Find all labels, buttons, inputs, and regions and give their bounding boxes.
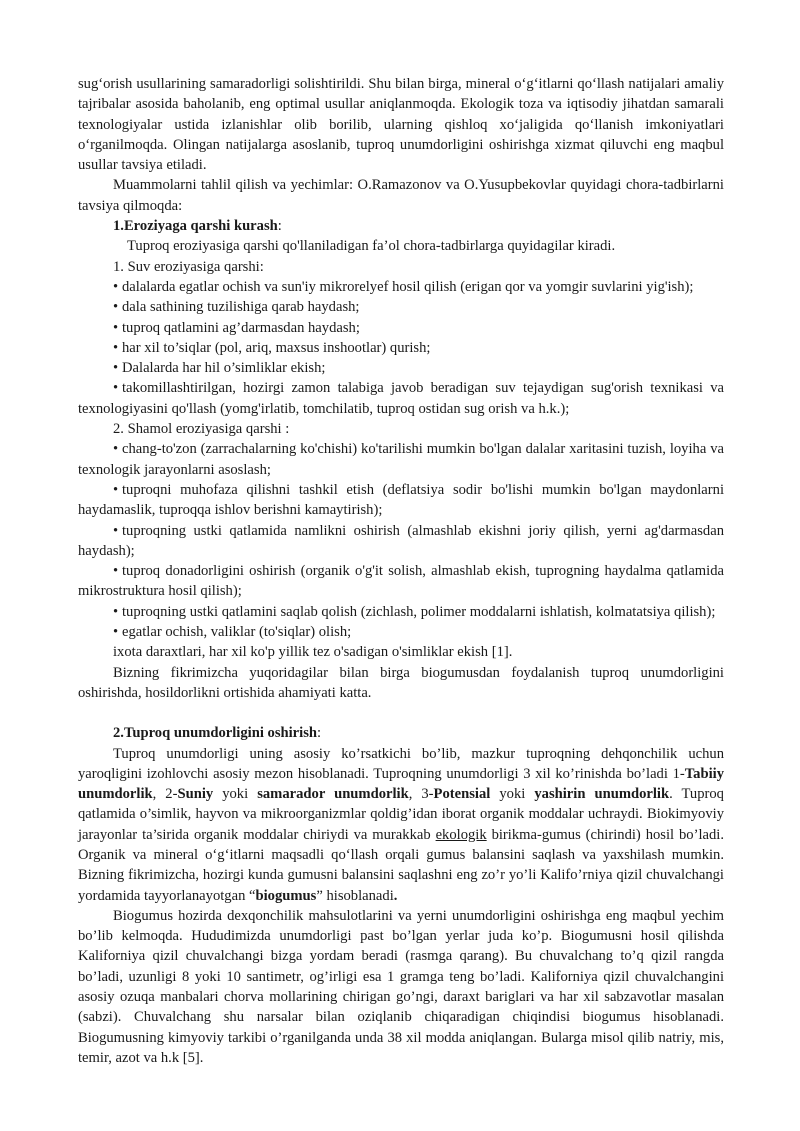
list-item: • har xil to’siqlar (pol, ariq, maxsus inshootlar) qurish; — [78, 338, 724, 358]
intro-paragraph: sug‘orish usullarining samaradorligi solishtirildi. Shu bilan birga, mineral o‘g‘itlarni qo‘llash natijalari amaliy tajribalar asosida baholanib, eng optimal usullar aniqlanmoqda. Ekologik toza va iqtisodiy jihatdan samarali texnologiyalar ustida izlanishlar olib borilib, ularning qishloq xo‘jaligida qo‘llanish imkoniyatlari o‘rganilmoqda. Olingan natijalarga asoslanib, tuproq unumdorligini oshirishga xizmat qiluvchi eng maqbul usullar tavsiya etiladi. — [78, 76, 724, 174]
list-item: • tuproqni muhofaza qilishni tashkil etish (deflatsiya sodir bo'lishi mumkin bo'lgan maydonlarni haydamaslik, tuproqqa ishlov berishni kamaytirish); — [78, 480, 724, 521]
biogumus-paragraph: Biogumus hozirda dexqonchilik mahsulotlarini va yerni unumdorligini oshirishga eng maqbul yechim bo’lib kelmoqda. Hududimizda unumdorligi past bo’lgan yerlar juda ko’p. Biogumusni hosil qilishda Kaliforniya qizil chuvalchangi bizga yordam beradi (rasmga qarang). Bu chuvalchang to’q qizil rangda bo’ladi, uzunligi 8 yoki 10 santimetr, og’irligi esa 1 gramga teng bo’ladi. Kaliforniya qizil chuvalchangini asosiy ozuqa manbalari chorva mollarining chirigan go’ngi, daraxt bariglari va har xil sabzavotlar masalan (sabzi). Chuvalchang shu narsalar bilan oziqlanib chiqaradigan chiqindisi biogumus hisoblanadi. Biogumusning kimyoviy tarkibi o’rganilganda unda 38 xil modda aniqlangan. Bularga misol qilib natriy, mis, temir, azot va h.k [5]. — [78, 907, 724, 1066]
section2-title: 2.Tuproq unumdorligini oshirish — [113, 725, 317, 742]
list-item: • tuproq qatlamini ag’darmasdan haydash; — [78, 318, 724, 338]
section1-heading: 1.Eroziyaga qarshi kurash: — [113, 218, 282, 235]
wind-erosion-subheading: 2. Shamol eroziyasiga qarshi : — [113, 421, 290, 438]
list-item: • chang-to'zon (zarrachalarning ko'chishi) ko'tarilishi mumkin bo'lgan dalalar xaritasini tuzish, loyiha va texnologik jarayonlarni asoslash; — [78, 439, 724, 480]
opinion-paragraph: Bizning fikrimizcha yuqoridagilar bilan birga biogumusdan foydalanish tuproq unumdorligini oshirishda, hosildorlikni ortishida ahamiyati katta. — [78, 664, 724, 701]
list-item: • egatlar ochish, valiklar (to'siqlar) olish; — [78, 622, 724, 642]
section2-heading: 2.Tuproq unumdorligini oshirish: — [113, 725, 322, 742]
list-item: • Dalalarda har hil o’simliklar ekish; — [78, 358, 724, 378]
list-item: • takomillashtirilgan, hozirgi zamon talabiga javob beradigan suv tejaydigan sug'orish texnikasi va texnologiyasini qo'llash (yomg'irlatib, tomchilatib, tuproq ostidan sug orish va h.k.); — [78, 378, 724, 419]
list-item: • tuproqning ustki qatlamida namlikni oshirish (almashlab ekishni joriy qilish, yerni ag'darmasdan haydash); — [78, 521, 724, 562]
windbreak-line: ixota daraxtlari, har xil ko'p yillik tez o'sadigan o'simliklar ekish [1]. — [113, 644, 513, 661]
section1-title: 1.Eroziyaga qarshi kurash — [113, 218, 278, 235]
list-item: • tuproq donadorligini oshirish (organik o'g'it solish, almashlab ekish, tuprogning haydalma qatlamida mikrostruktura hosil qilish); — [78, 561, 724, 602]
list-item: • tuproqning ustki qatlamini saqlab qolish (zichlash, polimer moddalarni ishlatish, kolmatatsiya qilish); — [78, 602, 724, 622]
section1-lead: Tuproq eroziyasiga qarshi qo'llaniladigan fa’ol chora-tadbirlarga quyidagilar kiradi. — [127, 238, 616, 255]
fertility-paragraph: Tuproq unumdorligi uning asosiy ko’rsatkichi bo’lib, mazkur tuproqning dehqonchilik uchun yaroqligini izohlovchi asosiy mezon hisoblanadi. Tuproqning unumdorligi 3 xil ko’rinishda bo’ladi 1-Tabiiy unumdorlik, 2-Suniy yoki samarador unumdorlik, 3-Potensial yoki yashirin unumdorlik. Tuproq qatlamida o’simlik, hayvon va mikroorganizmlar qoldig’idan iborat organik moddalar uchraydi. Biokimyoviy jarayonlar ta’sirida organik moddalar chiriydi va murakkab ekologik birikma-gumus (chirindi) hosil bo’ladi. Organik va mineral o‘g‘itlarni maqsadli qo‘llash orqali gumus balansini saqlash va yaxshilash mumkin. Bizning fikrimizcha, hozirgi kunda gumusni balansini saqlashni eng zo’r yo’li Kalifo’rniya qizil chuvalchangi yordamida tayyorlanayotgan “biogumus” hisoblanadi. — [78, 745, 724, 904]
problems-paragraph: Muammolarni tahlil qilish va yechimlar: O.Ramazonov va O.Yusupbekovlar quyidagi chora-tadbirlarni tavsiya qilmoqda: — [78, 177, 724, 214]
document-page — [78, 74, 724, 1068]
list-item: • dala sathining tuzilishiga qarab haydash; — [78, 297, 724, 317]
list-item: • dalalarda egatlar ochish va sun'iy mikrorelyef hosil qilish (erigan qor va yomgir suvlarini yig'ish); — [78, 277, 724, 297]
section-spacer — [78, 703, 724, 723]
water-erosion-subheading: 1. Suv eroziyasiga qarshi: — [113, 258, 264, 275]
ekologik-link: ekologik — [435, 826, 487, 843]
